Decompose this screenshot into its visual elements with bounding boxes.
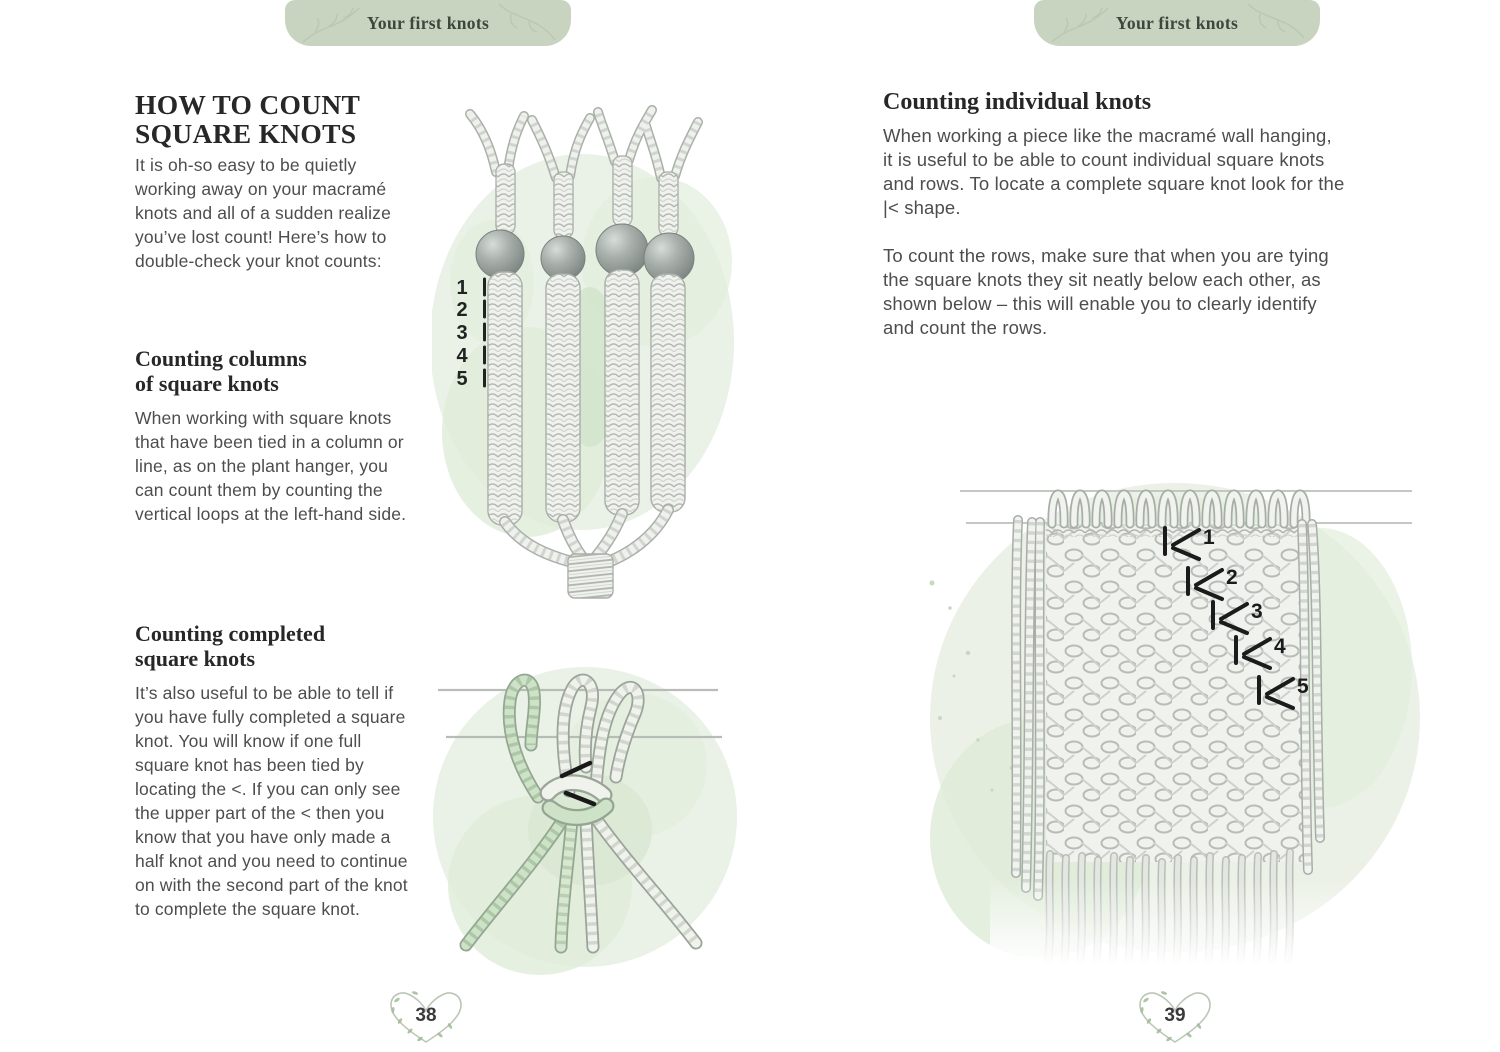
svg-text:5: 5 xyxy=(1297,675,1309,698)
svg-text:4: 4 xyxy=(1274,635,1286,658)
left-tab-label: Your first knots xyxy=(366,12,490,33)
svg-text:5: 5 xyxy=(456,368,468,390)
svg-text:3: 3 xyxy=(1251,600,1263,623)
right-paragraph-2: To count the rows, make sure that when you are tying the square knots they sit neatly below each other, as shown below – this will enable you to clearly identify and count the rows. xyxy=(883,245,1329,338)
section2-body: It’s also useful to be able to tell if you have fully completed a square knot. You will know if one full square knot has been tied by locating the <. If you can only see the upper part of the < then you know that you have only made a half knot and you need to continue on with the second part of the knot to complete the square knot. xyxy=(135,683,408,919)
left-page-header-tab xyxy=(285,0,571,46)
right-page-number: 39 xyxy=(1164,1005,1186,1026)
watercolor-wash xyxy=(432,154,734,537)
right-tab-label: Your first knots xyxy=(1115,12,1239,33)
figure-wall-hanging xyxy=(920,418,1420,978)
svg-text:2: 2 xyxy=(456,299,468,321)
figure-square-knot-columns xyxy=(432,102,742,602)
section1-heading: Counting columns of square knots xyxy=(135,346,307,396)
right-paragraph-1: When working a piece like the macramé wall hanging, it is useful to be able to count individual square knots and rows. To locate a complete square knot look for the |< shape. xyxy=(883,125,1345,218)
svg-text:3: 3 xyxy=(456,322,468,344)
svg-text:4: 4 xyxy=(456,345,468,367)
left-page-number: 38 xyxy=(415,1005,437,1026)
fringe-fade xyxy=(990,880,1390,978)
heart-wreath-icon xyxy=(382,988,470,1050)
left-intro-paragraph: It is oh-so easy to be quietly working away on your macramé knots and all of a sudden realize you’ve lost count! Here’s how to double-check your knot counts: xyxy=(135,155,391,271)
left-page-title: HOW TO COUNT SQUARE KNOTS xyxy=(135,89,361,149)
wrapped-knot xyxy=(568,554,613,598)
section2-heading: Counting completed square knots xyxy=(135,621,326,671)
svg-text:2: 2 xyxy=(1226,566,1238,589)
heart-wreath-icon xyxy=(1131,988,1219,1050)
svg-text:1: 1 xyxy=(456,277,468,299)
svg-text:1: 1 xyxy=(1203,526,1215,549)
section1-body: When working with square knots that have been tied in a column or line, as on the plant hanger, you can count them by counting the vertical loops at the left-hand side. xyxy=(135,408,407,524)
right-page-header-tab xyxy=(1034,0,1320,46)
right-page-heading: Counting individual knots xyxy=(883,89,1152,115)
figure-square-knot-closeup xyxy=(420,645,740,980)
